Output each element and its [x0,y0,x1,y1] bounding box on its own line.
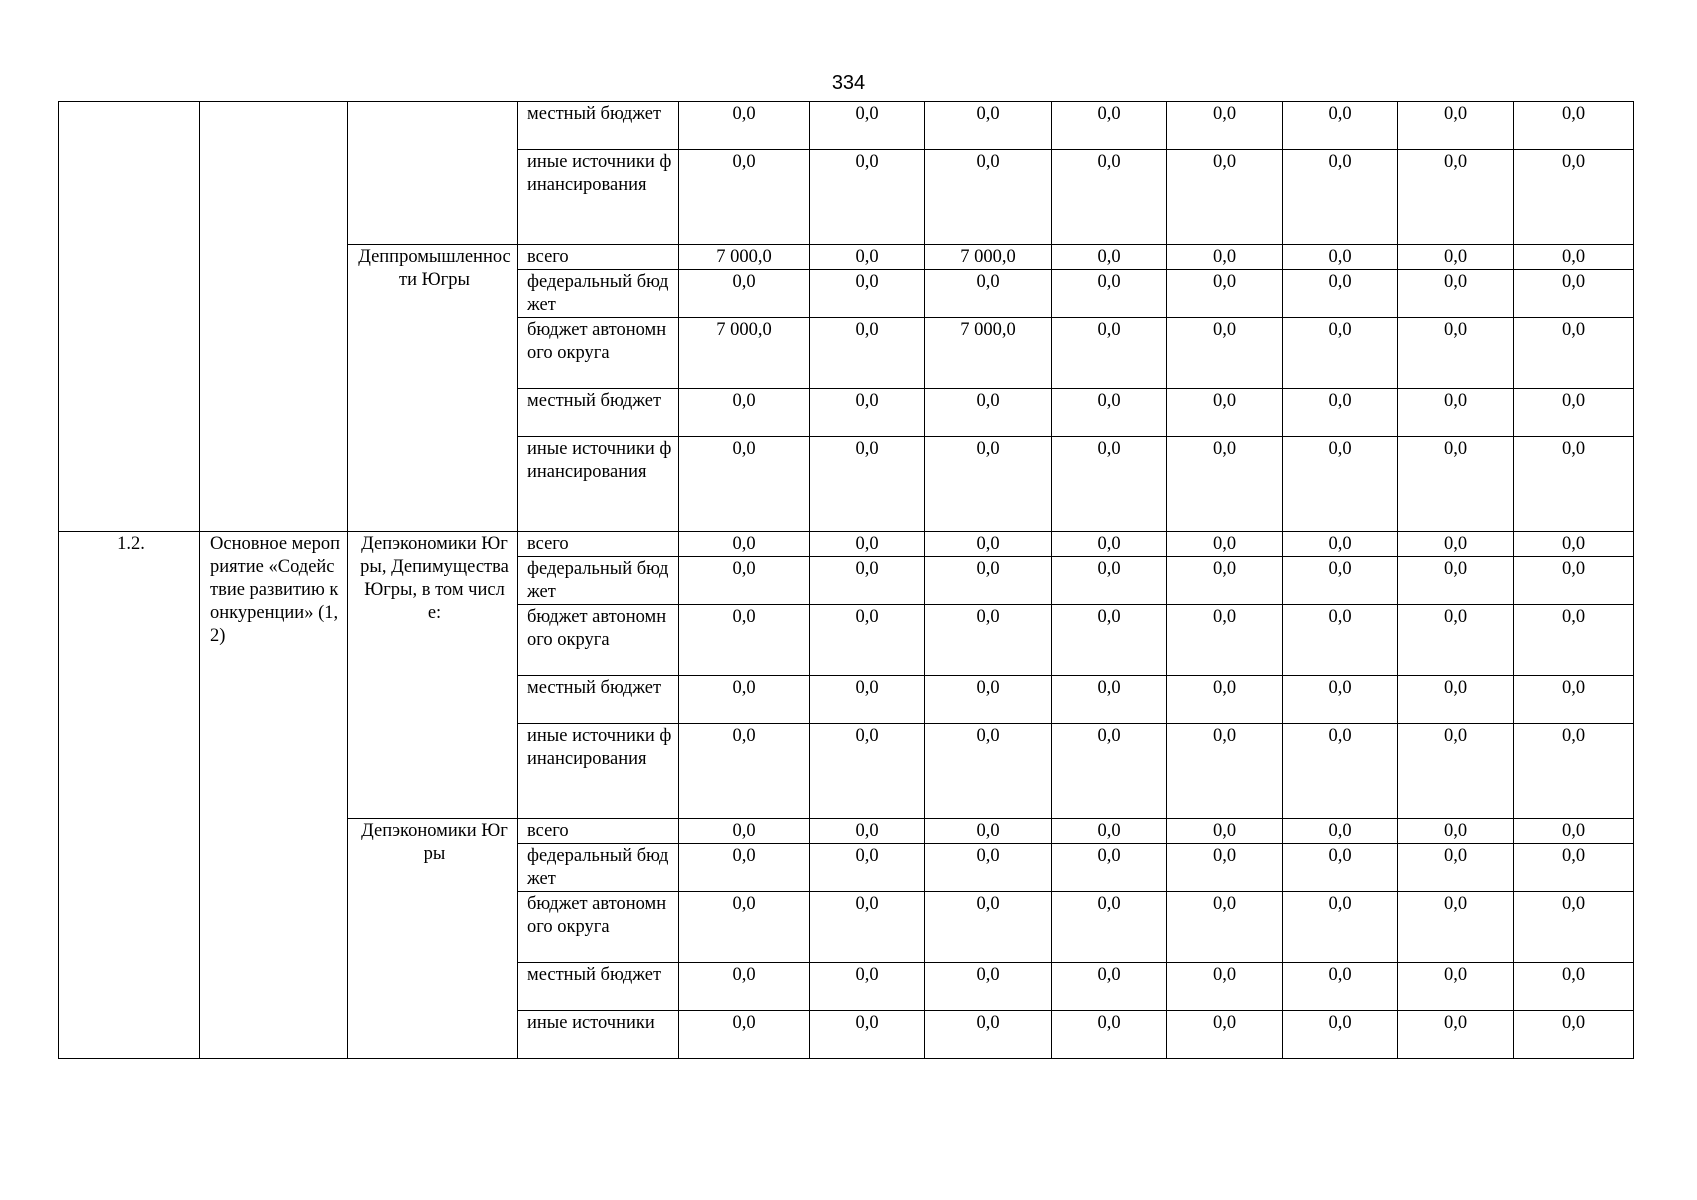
amount-cell: 0,0 [1052,150,1167,245]
activity-name-cell: Основное мероприятие «Содействие развитию конкуренции» (1, 2) [200,532,348,1059]
activity-number-cell: 1.2. [59,532,200,1059]
amount-cell: 0,0 [810,245,925,270]
amount-cell: 0,0 [810,102,925,150]
amount-cell: 0,0 [1283,389,1398,437]
amount-cell: 0,0 [925,844,1052,892]
amount-cell: 0,0 [1167,676,1283,724]
amount-cell: 0,0 [1167,892,1283,963]
amount-cell: 0,0 [1167,1011,1283,1059]
amount-cell: 0,0 [1398,389,1514,437]
amount-cell: 0,0 [1167,318,1283,389]
amount-cell: 7 000,0 [925,245,1052,270]
executor-cell [348,102,518,245]
amount-cell: 0,0 [1514,532,1634,557]
amount-cell: 0,0 [1052,819,1167,844]
amount-cell: 0,0 [810,557,925,605]
amount-cell: 0,0 [1167,437,1283,532]
amount-cell: 0,0 [1052,892,1167,963]
amount-cell: 0,0 [679,557,810,605]
amount-cell: 0,0 [810,437,925,532]
amount-cell: 0,0 [679,819,810,844]
amount-cell: 0,0 [810,532,925,557]
amount-cell: 0,0 [1167,150,1283,245]
funding-source-cell: местный бюджет [518,963,679,1011]
funding-source-cell: федеральный бюджет [518,270,679,318]
amount-cell: 0,0 [925,389,1052,437]
amount-cell: 0,0 [1283,892,1398,963]
amount-cell: 0,0 [1167,245,1283,270]
amount-cell: 0,0 [1398,532,1514,557]
amount-cell: 0,0 [679,270,810,318]
funding-source-cell: федеральный бюджет [518,844,679,892]
table-body [59,102,1634,1059]
amount-cell: 0,0 [1283,605,1398,676]
amount-cell: 0,0 [1052,844,1167,892]
amount-cell: 0,0 [1167,532,1283,557]
amount-cell: 0,0 [1167,963,1283,1011]
amount-cell: 0,0 [1052,724,1167,819]
amount-cell: 0,0 [1514,318,1634,389]
amount-cell: 0,0 [1167,844,1283,892]
amount-cell: 0,0 [1398,844,1514,892]
amount-cell: 0,0 [925,150,1052,245]
amount-cell: 0,0 [1514,844,1634,892]
activity-name-cell [200,102,348,532]
amount-cell: 0,0 [1514,819,1634,844]
amount-cell: 0,0 [925,557,1052,605]
amount-cell: 0,0 [925,892,1052,963]
amount-cell: 0,0 [1052,676,1167,724]
amount-cell: 0,0 [1283,532,1398,557]
amount-cell: 0,0 [810,676,925,724]
amount-cell: 0,0 [925,102,1052,150]
amount-cell: 0,0 [679,724,810,819]
funding-source-cell: местный бюджет [518,389,679,437]
amount-cell: 7 000,0 [679,245,810,270]
amount-cell: 0,0 [810,318,925,389]
amount-cell: 7 000,0 [679,318,810,389]
amount-cell: 0,0 [1398,270,1514,318]
amount-cell: 0,0 [679,150,810,245]
amount-cell: 0,0 [1052,532,1167,557]
amount-cell: 0,0 [1283,963,1398,1011]
amount-cell: 0,0 [810,270,925,318]
amount-cell: 0,0 [1514,150,1634,245]
amount-cell: 0,0 [1398,150,1514,245]
amount-cell: 0,0 [1398,724,1514,819]
amount-cell: 0,0 [1283,102,1398,150]
amount-cell: 0,0 [1514,102,1634,150]
funding-source-cell: местный бюджет [518,102,679,150]
amount-cell: 0,0 [810,963,925,1011]
funding-source-cell: всего [518,245,679,270]
amount-cell: 0,0 [1283,819,1398,844]
amount-cell: 0,0 [925,605,1052,676]
amount-cell: 0,0 [1283,245,1398,270]
amount-cell: 0,0 [1398,437,1514,532]
funding-source-cell: федеральный бюджет [518,557,679,605]
amount-cell: 0,0 [810,892,925,963]
funding-source-cell: иные источники финансирования [518,437,679,532]
amount-cell: 0,0 [1514,1011,1634,1059]
amount-cell: 0,0 [1052,389,1167,437]
amount-cell: 0,0 [1052,318,1167,389]
amount-cell: 0,0 [679,389,810,437]
amount-cell: 0,0 [1167,605,1283,676]
amount-cell: 0,0 [925,532,1052,557]
amount-cell: 0,0 [810,819,925,844]
executor-cell: Депэкономики Югры [348,819,518,1059]
funding-source-cell: иные источники [518,1011,679,1059]
amount-cell: 0,0 [1052,437,1167,532]
funding-source-cell: всего [518,819,679,844]
amount-cell: 0,0 [925,437,1052,532]
amount-cell: 0,0 [679,676,810,724]
amount-cell: 0,0 [1283,676,1398,724]
amount-cell: 0,0 [1398,102,1514,150]
amount-cell: 0,0 [1514,963,1634,1011]
amount-cell: 0,0 [679,532,810,557]
amount-cell: 0,0 [810,844,925,892]
amount-cell: 0,0 [925,724,1052,819]
amount-cell: 0,0 [1398,557,1514,605]
funding-source-cell: иные источники финансирования [518,150,679,245]
page-number: 334 [831,72,866,94]
amount-cell: 0,0 [679,437,810,532]
amount-cell: 0,0 [1514,389,1634,437]
amount-cell: 0,0 [1398,245,1514,270]
amount-cell: 0,0 [810,1011,925,1059]
amount-cell: 0,0 [1052,270,1167,318]
amount-cell: 0,0 [1514,270,1634,318]
funding-source-cell: бюджет автономного округа [518,892,679,963]
funding-source-cell: бюджет автономного округа [518,318,679,389]
amount-cell: 0,0 [1052,963,1167,1011]
amount-cell: 0,0 [925,676,1052,724]
amount-cell: 0,0 [1514,557,1634,605]
amount-cell: 0,0 [1167,819,1283,844]
amount-cell: 0,0 [1052,102,1167,150]
amount-cell: 0,0 [1052,605,1167,676]
amount-cell: 0,0 [679,102,810,150]
amount-cell: 0,0 [810,150,925,245]
amount-cell: 0,0 [1398,963,1514,1011]
amount-cell: 0,0 [810,389,925,437]
funding-source-cell: местный бюджет [518,676,679,724]
amount-cell: 0,0 [1052,557,1167,605]
funding-source-cell: иные источники финансирования [518,724,679,819]
amount-cell: 0,0 [1398,605,1514,676]
amount-cell: 0,0 [1514,676,1634,724]
amount-cell: 0,0 [1052,1011,1167,1059]
funding-source-cell: бюджет автономного округа [518,605,679,676]
amount-cell: 0,0 [810,605,925,676]
amount-cell: 0,0 [1398,676,1514,724]
amount-cell: 0,0 [1283,270,1398,318]
amount-cell: 0,0 [1283,844,1398,892]
amount-cell: 0,0 [925,1011,1052,1059]
amount-cell: 0,0 [925,270,1052,318]
amount-cell: 0,0 [679,963,810,1011]
amount-cell: 0,0 [1283,318,1398,389]
amount-cell: 0,0 [1514,892,1634,963]
amount-cell: 0,0 [925,963,1052,1011]
amount-cell: 7 000,0 [925,318,1052,389]
amount-cell: 0,0 [1052,245,1167,270]
amount-cell: 0,0 [1398,819,1514,844]
funding-source-cell: всего [518,532,679,557]
amount-cell: 0,0 [1283,724,1398,819]
amount-cell: 0,0 [679,605,810,676]
amount-cell: 0,0 [1283,1011,1398,1059]
financing-table [58,101,1634,1059]
amount-cell: 0,0 [679,892,810,963]
amount-cell: 0,0 [1398,892,1514,963]
executor-cell: Деппромышленности Югры [348,245,518,532]
amount-cell: 0,0 [1398,1011,1514,1059]
amount-cell: 0,0 [679,1011,810,1059]
amount-cell: 0,0 [1398,318,1514,389]
amount-cell: 0,0 [810,724,925,819]
amount-cell: 0,0 [1167,557,1283,605]
amount-cell: 0,0 [1514,437,1634,532]
amount-cell: 0,0 [1283,437,1398,532]
amount-cell: 0,0 [1514,605,1634,676]
amount-cell: 0,0 [1514,245,1634,270]
table-row [59,102,1634,150]
amount-cell: 0,0 [1167,270,1283,318]
amount-cell: 0,0 [1167,389,1283,437]
amount-cell: 0,0 [1283,557,1398,605]
amount-cell: 0,0 [1283,150,1398,245]
amount-cell: 0,0 [679,844,810,892]
table-row [59,532,1634,557]
amount-cell: 0,0 [925,819,1052,844]
amount-cell: 0,0 [1167,724,1283,819]
amount-cell: 0,0 [1167,102,1283,150]
amount-cell: 0,0 [1514,724,1634,819]
activity-number-cell [59,102,200,532]
executor-cell: Депэкономики Югры, Депимущества Югры, в том числе: [348,532,518,819]
